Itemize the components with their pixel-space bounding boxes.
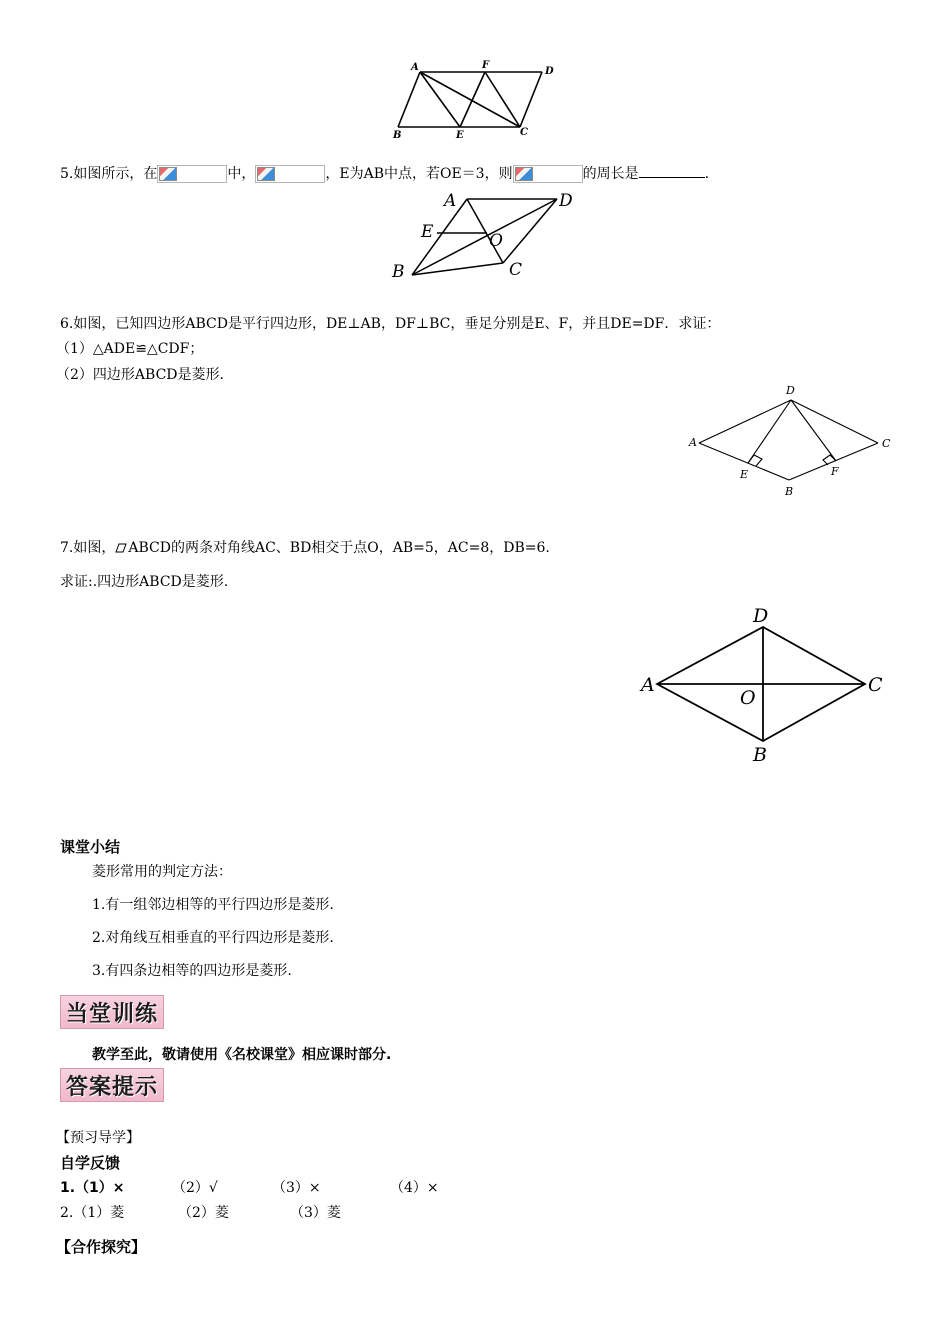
answers-section-preview: 【预习导学】: [56, 1130, 140, 1146]
answer-blank: [639, 163, 705, 178]
label-O: O: [740, 687, 756, 709]
question-7-line-2: 求证:.四边形ABCD是菱形.: [60, 574, 229, 590]
label-B: B: [785, 485, 794, 498]
summary-item-2: 2.对角线互相垂直的平行四边形是菱形.: [92, 930, 334, 946]
answers-row-2: [60, 1204, 560, 1222]
answers-banner: 答案提示: [60, 1068, 164, 1102]
q7-text-a: 7.如图，: [60, 540, 116, 556]
parallelogram-symbol-icon: [115, 543, 127, 553]
label-E: E: [740, 468, 749, 481]
q5-text-e: .: [704, 166, 710, 182]
answer-1-4: （4）×: [390, 1180, 439, 1196]
label-B: B: [393, 130, 402, 141]
label-C: C: [520, 127, 528, 138]
summary-intro: 菱形常用的判定方法：: [92, 864, 232, 880]
missing-image-placeholder: [513, 165, 583, 183]
label-B: B: [392, 262, 405, 282]
label-E: E: [421, 222, 434, 242]
label-A: A: [411, 62, 419, 73]
label-B: B: [753, 744, 767, 766]
question-5: [60, 163, 709, 183]
label-A: A: [641, 674, 655, 696]
missing-image-placeholder: [255, 165, 325, 183]
practice-banner: 当堂训练: [60, 995, 164, 1029]
figure-rhombus-diagonals: [635, 598, 895, 770]
label-A: A: [444, 191, 457, 211]
q7-text-b: ABCD的两条对角线AC、BD相交于点O，AB=5，AC=8，DB=6.: [128, 540, 550, 556]
label-E: E: [456, 130, 464, 141]
summary-heading: 课堂小结: [60, 838, 121, 856]
answer-1-1: 1.（1）×: [60, 1180, 125, 1196]
answer-1-3: （3）×: [272, 1180, 321, 1196]
answers-row-1: [60, 1179, 560, 1197]
label-A: A: [689, 436, 697, 449]
label-F: F: [482, 60, 490, 71]
label-O: O: [489, 231, 503, 251]
question-6-line-2: （1）△ADE≌△CDF；: [56, 341, 204, 357]
summary-item-1: 1.有一组邻边相等的平行四边形是菱形.: [92, 897, 334, 913]
broken-image-icon: [515, 167, 533, 181]
broken-image-icon: [159, 167, 177, 181]
label-D: D: [545, 66, 554, 77]
answer-2-1: 2.（1）菱: [60, 1205, 125, 1221]
missing-image-placeholder: [157, 165, 227, 183]
figure-parallelogram-eo: [385, 186, 585, 286]
summary-item-3: 3.有四条边相等的四边形是菱形.: [92, 963, 292, 979]
q5-text-b: 中，: [227, 166, 256, 182]
q5-text-a: 5.如图所示，在: [60, 166, 158, 182]
answers-section-cooperation: 【合作探究】: [56, 1238, 147, 1256]
q5-text-d: 的周长是: [582, 166, 639, 182]
answer-2-3: （3）菱: [290, 1205, 341, 1221]
label-C: C: [882, 437, 891, 450]
label-D: D: [786, 384, 795, 397]
answer-2-2: （2）菱: [178, 1205, 229, 1221]
label-D: D: [559, 191, 573, 211]
question-6-line-3: （2）四边形ABCD是菱形．: [56, 367, 234, 383]
figure-rhombus-perpendiculars: [680, 380, 905, 500]
practice-note: 教学至此，敬请使用《名校课堂》相应课时部分.: [92, 1047, 392, 1063]
answer-1-2: （2）√: [172, 1180, 218, 1196]
broken-image-icon: [257, 167, 275, 181]
question-6-line-1: 6.如图，已知四边形ABCD是平行四边形，DE⊥AB，DF⊥BC，垂足分别是E、F，并且DE=DF．求证：: [60, 316, 721, 332]
question-7-line-1: [60, 539, 550, 557]
figure-parallelogram-afd-bec: [380, 55, 570, 145]
q5-text-c: ，E为AB中点，若OE＝3，则: [325, 166, 513, 182]
label-F: F: [831, 465, 839, 478]
label-C: C: [509, 260, 523, 280]
label-C: C: [868, 674, 883, 696]
label-D: D: [753, 605, 769, 627]
answers-subheading: 自学反馈: [60, 1154, 121, 1172]
